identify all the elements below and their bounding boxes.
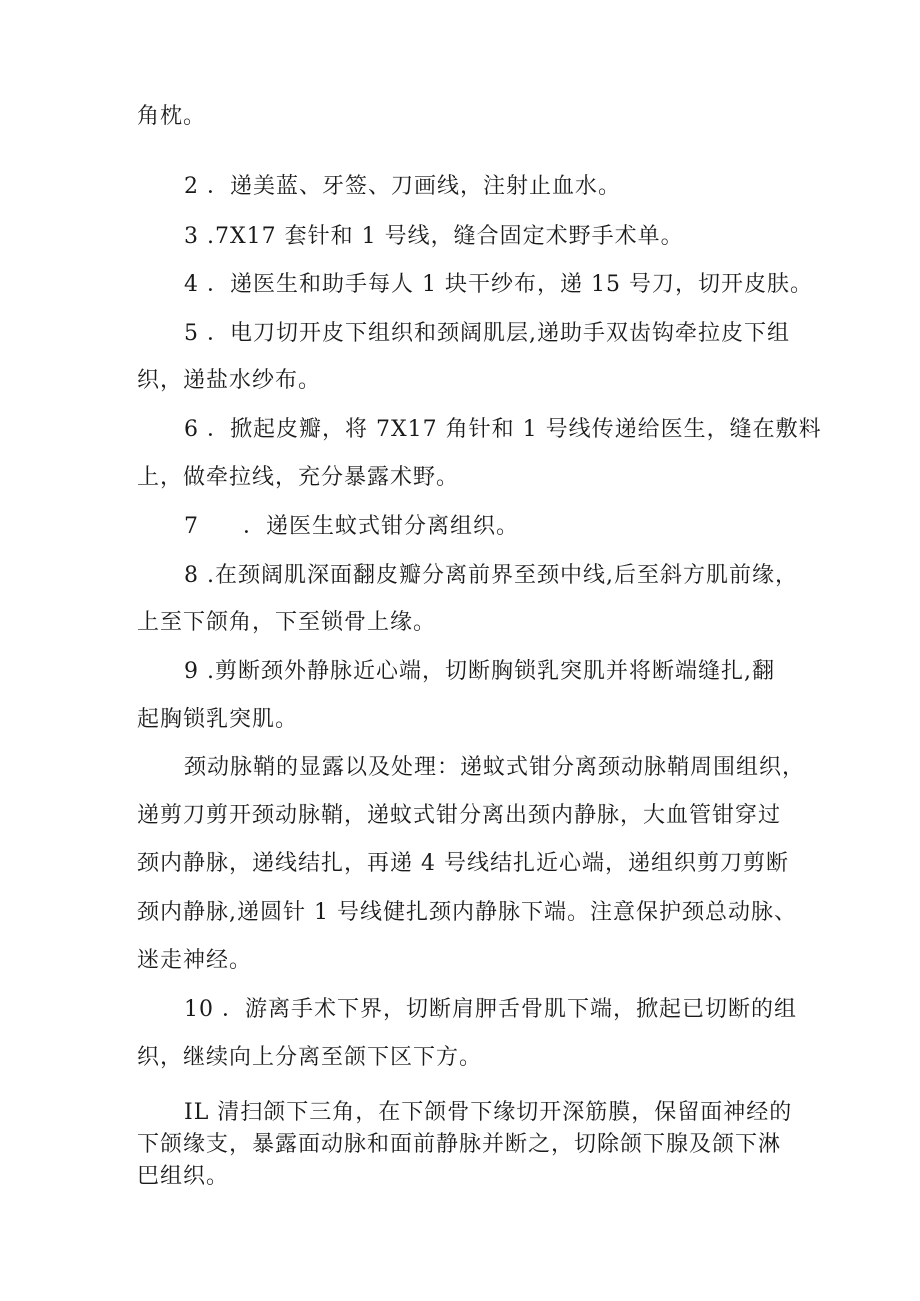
step-6-line-1: 6 ．掀起皮瓣，将 7X17 角针和 1 号线传递给医生，缝在敷料 [184,417,822,442]
intro-tail-text: 角枕。 [137,104,207,129]
step-9-line-2: 起胸锁乳突肌。 [137,707,299,732]
step-2-text: 2 ．递美蓝、牙签、刀画线，注射止血水。 [184,174,621,199]
carotid-line-5: 迷走神经。 [137,948,253,973]
step-5-line-1: 5 ．电刀切开皮下组织和颈阔肌层,递助手双齿钩牵拉皮下组 [184,321,790,346]
carotid-line-4: 颈内静脉,递圆针 1 号线健扎颈内静脉下端。注意保护颈总动脉、 [137,900,797,925]
step-7-number: 7 [184,514,199,539]
step-3-text: 3 .7X17 套针和 1 号线，缝合固定术野手术单。 [184,224,684,249]
carotid-line-2: 递剪刀剪开颈动脉鞘，递蚊式钳分离出颈内静脉，大血管钳穿过 [137,803,782,828]
step-6-line-2: 上，做牵拉线，充分暴露术野。 [137,465,460,490]
step-5-line-2: 织，递盐水纱布。 [137,368,322,393]
step-10-line-1: 10 ．游离手术下界，切断肩胛舌骨肌下端，掀起已切断的组 [184,997,797,1022]
step-4-text: 4 ．递医生和助手每人 1 块干纱布，递 15 号刀，切开皮肤。 [184,272,813,297]
step-10-line-2: 织，继续向上分离至颌下区下方。 [137,1045,483,1070]
carotid-line-3: 颈内静脉，递线结扎，再递 4 号线结扎近心端，递组织剪刀剪断 [137,851,789,876]
step-7-line [184,512,519,542]
carotid-line-1: 颈动脉鞘的显露以及处理：递蚊式钳分离颈动脉鞘周围组织， [184,755,806,780]
step-8-line-1: 8 .在颈阔肌深面翻皮瓣分离前界至颈中线,后至斜方肌前缘， [184,563,798,588]
step-11-line-3: 巴组织。 [137,1164,230,1189]
step-11-line-1: IL 清扫颌下三角，在下颌骨下缘切开深筋膜，保留面神经的 [184,1100,793,1125]
step-7-text: ．递医生蚊式钳分离组织。 [243,514,520,539]
step-8-line-2: 上至下颌角，下至锁骨上缘。 [137,610,437,635]
step-9-line-1: 9 .剪断颈外静脉近心端，切断胸锁乳突肌并将断端缝扎,翻 [184,659,775,684]
step-11-line-2: 下颌缘支，暴露面动脉和面前静脉并断之，切除颌下腺及颌下淋 [137,1132,782,1157]
